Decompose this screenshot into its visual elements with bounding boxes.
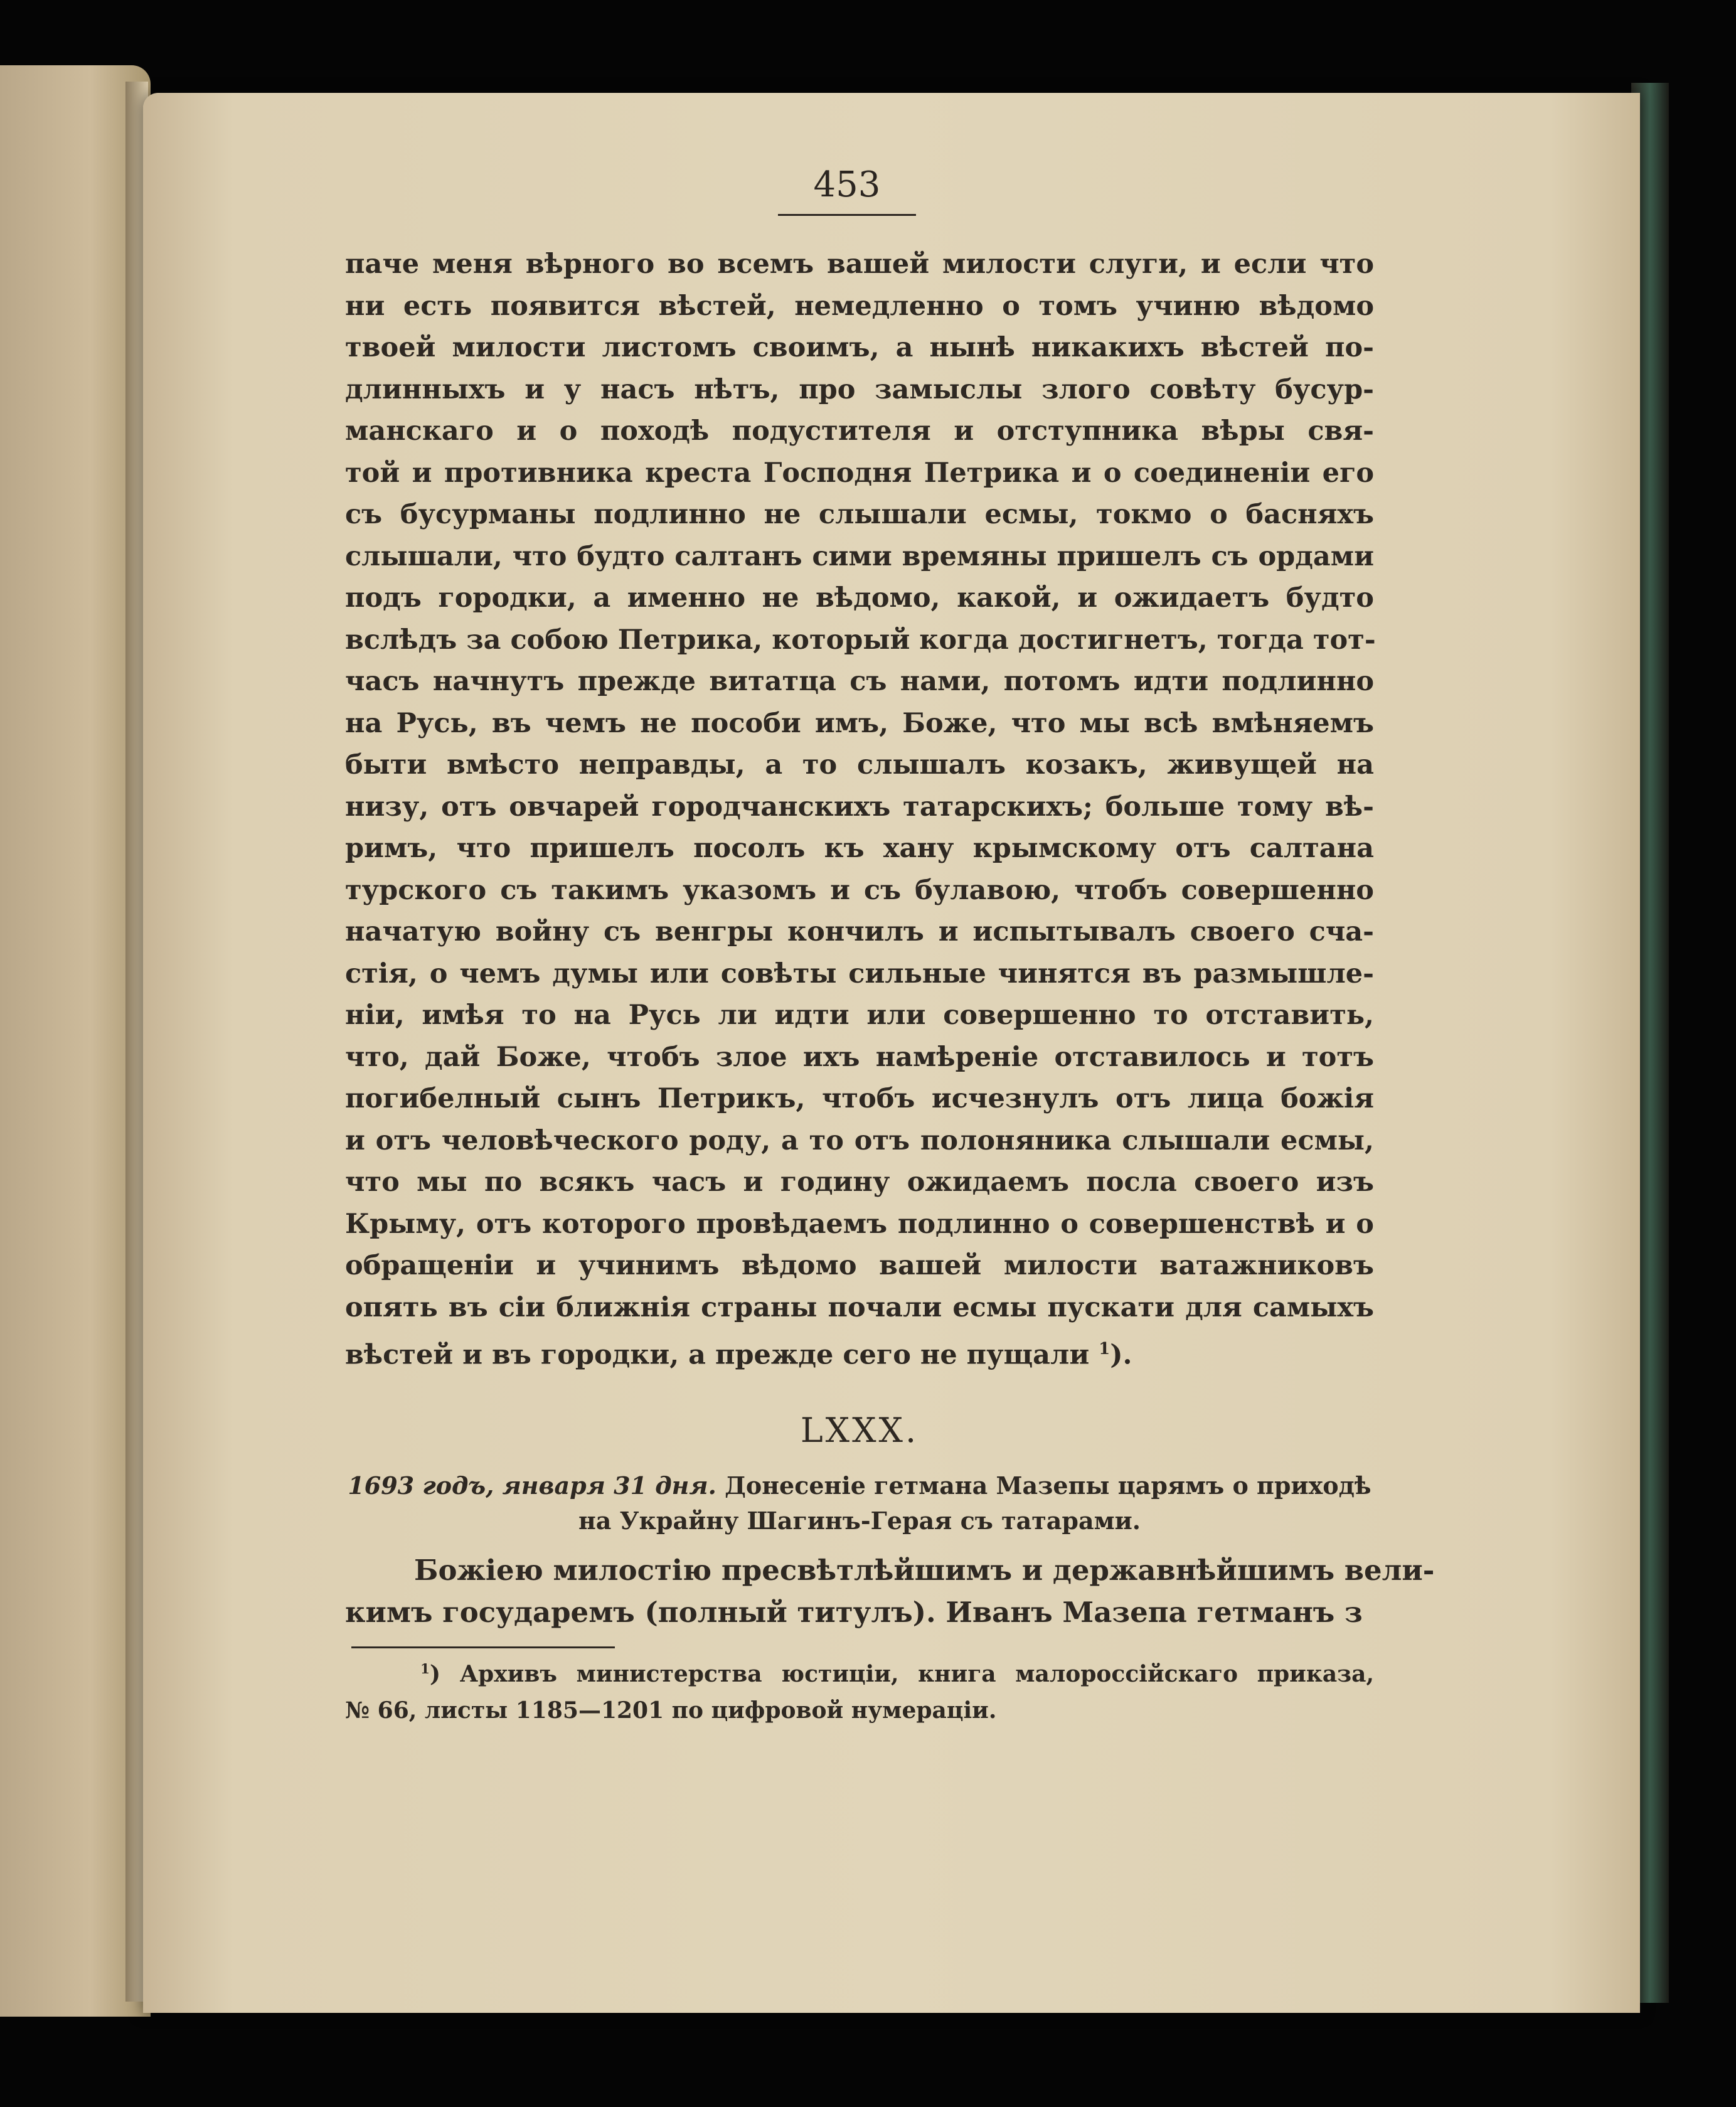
body-line: и отъ человѣческого роду, а то отъ полоняника слышали есмы, <box>345 1124 1374 1156</box>
heading-line-1 <box>345 1468 1374 1503</box>
body-line: той и противника креста Господня Петрика и о соединеніи его <box>345 457 1374 489</box>
paragraph-line: Божіею милостію пресвѣтлѣйшимъ и державнѣйшимъ вели- <box>414 1554 1435 1587</box>
body-line: на Русь, въ чемъ не пособи имъ, Боже, что мы всѣ вмѣняемъ <box>345 707 1374 739</box>
body-line-last <box>345 1328 1374 1370</box>
body-text <box>345 243 1374 1370</box>
body-line: подъ городки, а именно не вѣдомо, какой, и ожидаетъ будто <box>345 582 1374 614</box>
body-last-text: вѣстей и въ городки, а прежде сего не пущали <box>345 1339 1090 1371</box>
footnote-ref-marker: 1 <box>1099 1340 1110 1358</box>
body-line: часъ начнутъ прежде витатца съ нами, потомъ идти подлинно <box>345 666 1374 697</box>
body-line: обращеніи и учинимъ вѣдомо вашей милости ватажниковъ <box>345 1250 1374 1281</box>
body-line: длинныхъ и у насъ нѣтъ, про замыслы злого совѣту бусур- <box>345 373 1374 405</box>
body-line: съ бусурманы подлинно не слышали есмы, токмо о басняхъ <box>345 499 1374 530</box>
body-line: что мы по всякъ часъ и годину ожидаемъ посла своего изъ <box>345 1166 1374 1198</box>
body-line: твоей милости листомъ своимъ, а нынѣ никакихъ вѣстей по- <box>345 332 1374 363</box>
body-line: что, дай Боже, чтобъ злое ихъ намѣреніе отставилось и тотъ <box>345 1041 1374 1073</box>
body-line: погибелный сынъ Петрикъ, чтобъ исчезнулъ отъ лица божія <box>345 1083 1374 1114</box>
body-line: вслѣдъ за собою Петрика, который когда достигнетъ, тогда тот- <box>345 624 1376 656</box>
body-line: паче меня вѣрного во всемъ вашей милости слуги, и если что <box>345 248 1374 280</box>
body-line: ніи, имѣя то на Русь ли идти или совершенно то отставить, <box>345 1000 1374 1031</box>
body-line: стія, о чемъ думы или совѣты сильные чинятся въ размышле- <box>345 957 1374 989</box>
body-line: манскаго и о походѣ подустителя и отступника вѣры свя- <box>345 415 1374 447</box>
footnote-marker: 1 <box>420 1662 430 1677</box>
body-line: начатую войну съ венгры кончилъ и испытывалъ своего сча- <box>345 916 1374 947</box>
body-line: опять въ сіи ближнія страны почали есмы пускати для самыхъ <box>345 1291 1374 1323</box>
body-line: низу, отъ овчарей городчанскихъ татарскихъ; больше тому вѣ- <box>345 791 1374 823</box>
body-line: Крыму, отъ которого провѣдаемъ подлинно о совершенствѣ и о <box>345 1208 1374 1240</box>
heading-line-2: на Украйну Шагинъ-Герая съ татарами. <box>578 1507 1141 1535</box>
heading-date: 1693 годъ, января 31 дня. <box>348 1471 716 1500</box>
footnote-line-1 <box>345 1651 1374 1692</box>
page-number: 453 <box>778 164 916 216</box>
body-line: ни есть появится вѣстей, немедленно о томъ учиню вѣдомо <box>345 290 1374 322</box>
section-number: LXXX. <box>800 1411 919 1450</box>
footnote-rule <box>351 1646 615 1648</box>
footnote-line-2: № 66, листы 1185—1201 по цифровой нумераціи. <box>345 1697 997 1724</box>
body-line: турского съ такимъ указомъ и съ булавою, чтобъ совершенно <box>345 874 1374 906</box>
body-line: слышали, что будто салтанъ сими времяны пришелъ съ ордами <box>345 540 1374 572</box>
heading-title: Донесеніе гетмана Мазепы царямъ о приходѣ <box>725 1471 1371 1500</box>
body-line: римъ, что пришелъ посолъ къ хану крымскому отъ салтана <box>345 833 1374 864</box>
footnote-ref-close: ). <box>1110 1339 1132 1371</box>
document-heading <box>345 1468 1374 1539</box>
footnote <box>345 1651 1374 1729</box>
body-line: быти вмѣсто неправды, а то слышалъ козакъ, живущей на <box>345 749 1374 781</box>
paragraph-line: кимъ государемъ (полный титулъ). Иванъ Мазепа гетманъ з <box>345 1595 1363 1629</box>
footnote-text: ) Архивъ министерства юстиціи, книга малороссійскаго приказа, <box>430 1661 1374 1687</box>
opening-paragraph <box>345 1550 1435 1633</box>
